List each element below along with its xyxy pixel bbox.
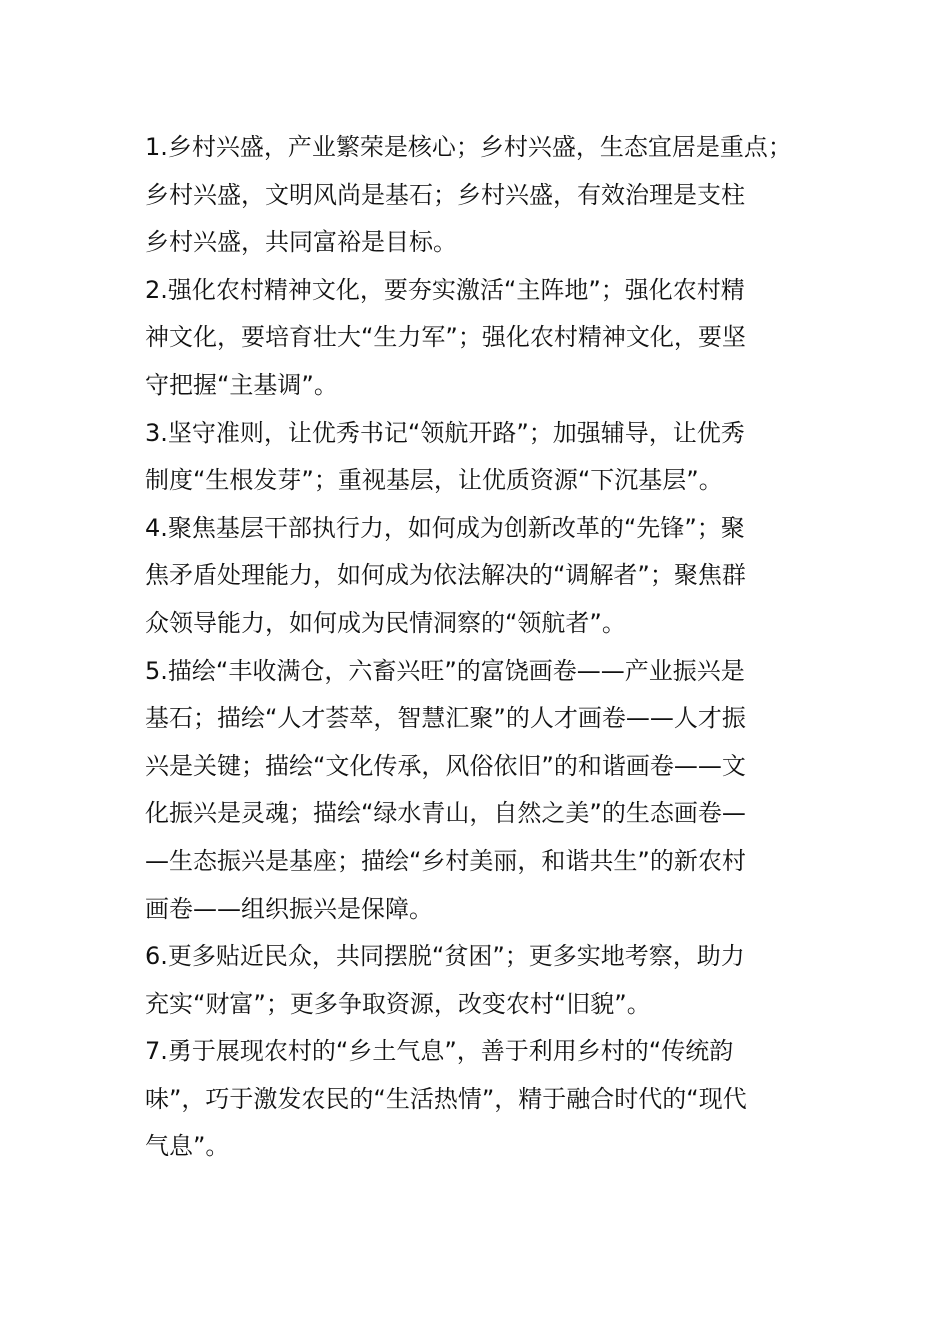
text-line: 乡村兴盛，文明风尚是基石；乡村兴盛，有效治理是支柱 <box>145 180 745 209</box>
text-line: 1.乡村兴盛，产业繁荣是核心；乡村兴盛，生态宜居是重点； <box>145 133 792 161</box>
text-line: 3.坚守准则，让优秀书记“领航开路”；加强辅导，让优秀 <box>145 418 745 447</box>
text-line: 神文化，要培育壮大“生力军”；强化农村精神文化，要坚 <box>145 323 746 352</box>
text-line: 乡村兴盛，共同富裕是目标。 <box>145 228 457 257</box>
text-line: 味”，巧于激发农民的“生活热情”，精于融合时代的“现代 <box>145 1084 747 1113</box>
text-line: 2.强化农村精神文化，要夯实激活“主阵地”；强化农村精 <box>145 275 745 304</box>
text-line: —生态振兴是基座；描绘“乡村美丽，和谐共生”的新农村 <box>145 846 746 875</box>
text-line: 基石；描绘“人才荟萃，智慧汇聚”的人才画卷——人才振 <box>145 704 746 733</box>
text-line: 5.描绘“丰收满仓，六畜兴旺”的富饶画卷——产业振兴是 <box>145 656 745 685</box>
text-line: 守把握“主基调”。 <box>145 370 338 399</box>
text-line: 充实“财富”；更多争取资源，改变农村“旧貌”。 <box>145 989 651 1018</box>
text-line: 众领导能力，如何成为民情洞察的“领航者”。 <box>145 608 626 637</box>
document-body <box>145 124 810 1171</box>
text-line: 制度“生根发芽”；重视基层，让优质资源“下沉基层”。 <box>145 466 723 495</box>
text-line: 气息”。 <box>145 1132 230 1161</box>
text-line: 7.勇于展现农村的“乡土气息”，善于利用乡村的“传统韵 <box>145 1037 734 1066</box>
text-line: 画卷——组织振兴是保障。 <box>145 894 433 923</box>
text-line: 6.更多贴近民众，共同摆脱“贫困”；更多实地考察，助力 <box>145 942 745 971</box>
text-line: 化振兴是灵魂；描绘“绿水青山，自然之美”的生态画卷— <box>145 799 746 828</box>
text-line: 4.聚焦基层干部执行力，如何成为创新改革的“先锋”；聚 <box>145 513 745 542</box>
text-line: 兴是关键；描绘“文化传承，风俗依旧”的和谐画卷——文 <box>145 751 746 780</box>
text-line: 焦矛盾处理能力，如何成为依法解决的“调解者”；聚焦群 <box>145 561 746 590</box>
